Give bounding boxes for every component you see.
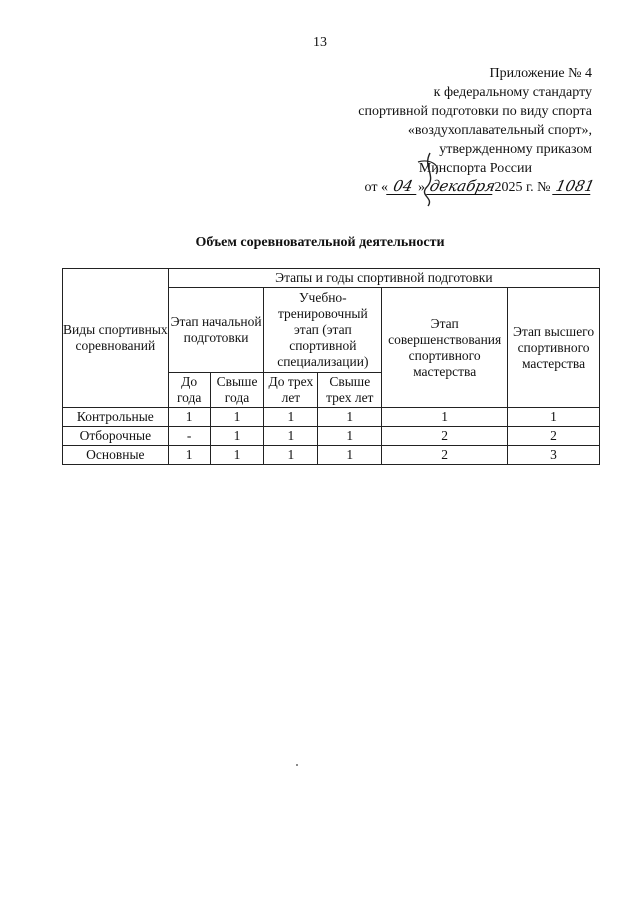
table-cell: 2 xyxy=(382,446,508,465)
appendix-line: утвержденному приказом xyxy=(439,142,592,157)
table-cell: 1 xyxy=(264,408,318,427)
table-cell: 1 xyxy=(508,408,600,427)
competition-volume-table xyxy=(62,268,600,465)
appendix-line: Приложение № 4 xyxy=(489,66,592,81)
handwritten-month: декабря xyxy=(428,177,498,195)
table-cell: 1 xyxy=(264,427,318,446)
row-label: Контрольные xyxy=(63,408,169,427)
scan-speck xyxy=(296,764,298,766)
table-cell: - xyxy=(168,427,210,446)
table-cell: 1 xyxy=(168,408,210,427)
table-row xyxy=(63,408,600,427)
table-cell: 1 xyxy=(210,427,264,446)
table-header-row xyxy=(63,269,600,288)
table-cell: 2 xyxy=(382,427,508,446)
table-cell: 1 xyxy=(318,408,382,427)
document-title: Объем соревновательной деятельности xyxy=(195,235,445,250)
date-prefix: от « xyxy=(364,180,388,195)
header-stage-perfection: Этап совершенствования спортивного мастерства xyxy=(382,288,508,408)
table-cell: 1 xyxy=(264,446,318,465)
table-cell: 1 xyxy=(210,446,264,465)
subheader-over-year: Свыше года xyxy=(210,373,264,408)
table-row xyxy=(63,427,600,446)
table-cell: 1 xyxy=(210,408,264,427)
header-stages: Этапы и годы спортивной подготовки xyxy=(168,269,599,288)
table-cell: 1 xyxy=(318,427,382,446)
table-cell: 2 xyxy=(508,427,600,446)
appendix-line: «воздухоплавательный спорт», xyxy=(407,123,592,138)
table-cell: 1 xyxy=(168,446,210,465)
appendix-block xyxy=(292,64,597,197)
row-label: Основные xyxy=(63,446,169,465)
row-label: Отборочные xyxy=(63,427,169,446)
table-row xyxy=(63,446,600,465)
appendix-line: спортивной подготовки по виду спорта xyxy=(358,104,592,119)
appendix-line: к федеральному стандарту xyxy=(433,85,592,100)
date-mid: » xyxy=(417,180,425,195)
appendix-line: Минспорта России xyxy=(418,161,532,176)
table-cell: 1 xyxy=(382,408,508,427)
header-competition-kinds: Виды спортивных соревнований xyxy=(63,269,169,408)
year-text: 2025 г. № xyxy=(494,180,551,195)
table-cell: 1 xyxy=(318,446,382,465)
subheader-up-to-three-years: До трех лет xyxy=(264,373,318,408)
page-number: 13 xyxy=(313,35,327,50)
subheader-over-three-years: Свыше трех лет xyxy=(318,373,382,408)
handwritten-order-number: 1081 xyxy=(554,177,597,195)
handwritten-day: 04 xyxy=(386,178,420,195)
header-stage-initial: Этап начальной подготовки xyxy=(168,288,264,373)
table-cell: 3 xyxy=(508,446,600,465)
order-date-line xyxy=(292,177,597,197)
subheader-up-to-year: До года xyxy=(168,373,210,408)
header-stage-higher: Этап высшего спортивного мастерства xyxy=(508,288,600,408)
header-stage-training: Учебно-тренировочный этап (этап спортивной специализации) xyxy=(264,288,382,373)
